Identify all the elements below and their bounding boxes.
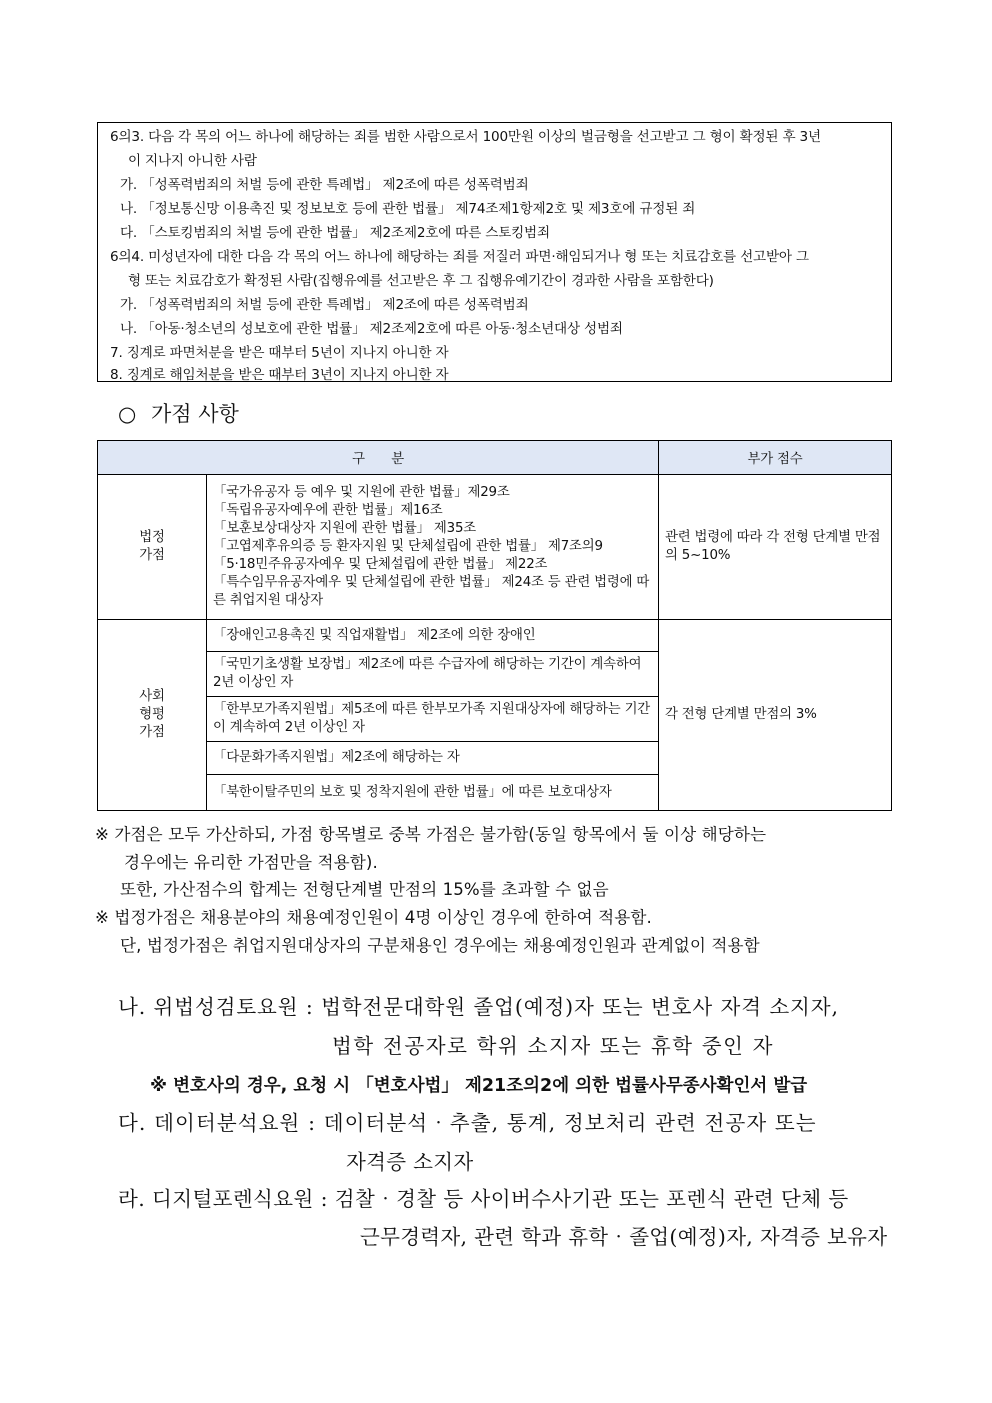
law-item: 「한부모가족지원법」제5조에 따른 한부모가족 지원대상자에 해당하는 기간이 계속하여 2년 이상인 자 xyxy=(207,697,659,742)
header-category: 구 분 xyxy=(98,441,659,475)
law-item: 「장애인고용촉진 및 직업재활법」 제2조에 의한 장애인 xyxy=(207,620,659,652)
section-heading xyxy=(118,398,239,428)
note-line: 단, 법정가점은 취업지원대상자의 구분채용인 경우에는 채용예정인원과 관계없이 적용함 xyxy=(120,936,760,955)
table-row xyxy=(98,475,892,620)
law-item: 「5‧18민주유공자예우 및 단체설립에 관한 법률」 제22조 xyxy=(213,557,548,572)
req-lawyer-line2: 법학 전공자로 학위 소지자 또는 휴학 중인 자 xyxy=(332,1034,775,1058)
law-item: 「독립유공자예우에 관한 법률」제16조 xyxy=(213,503,443,518)
disq-line: 6의3. 다음 각 목의 어느 하나에 해당하는 죄를 범한 사람으로서 100만원 이상의 벌금형을 선고받고 그 형이 확정된 후 3년 xyxy=(110,129,821,145)
note-line: 경우에는 유리한 가점만을 적용함). xyxy=(124,853,378,872)
disq-line: 다. 「스토킹범죄의 처벌 등에 관한 법률」 제2조제2호에 따른 스토킹범죄 xyxy=(120,225,550,241)
disq-line: 가. 「성폭력범죄의 처벌 등에 관한 특례법」 제2조에 따른 성폭력범죄 xyxy=(120,297,529,313)
disqualification-box xyxy=(97,122,892,382)
disq-line: 나. 「아동‧청소년의 성보호에 관한 법률」 제2조제2호에 따른 아동‧청소년대상 성범죄 xyxy=(120,321,623,337)
law-item: 「고엽제후유의증 등 환자지원 및 단체설립에 관한 법률」 제7조의9 xyxy=(213,539,603,554)
disq-line: 가. 「성폭력범죄의 처벌 등에 관한 특례법」 제2조에 따른 성폭력범죄 xyxy=(120,177,529,193)
req-lawyer-line1: 나. 위법성검토요원 : 법학전문대학원 졸업(예정)자 또는 변호사 자격 소지자, xyxy=(118,995,839,1019)
disq-line: 7. 징계로 파면처분을 받은 때부터 5년이 지나지 아니한 자 xyxy=(110,345,449,361)
section-title: 가점 사항 xyxy=(151,402,239,426)
note-line: ※ 가점은 모두 가산하되, 가점 항목별로 중복 가점은 불가함(동일 항목에서 둘 이상 해당하는 xyxy=(95,825,767,844)
disq-line: 형 또는 치료감호가 확정된 사람(집행유예를 선고받은 후 그 집행유예기간이 경과한 사람을 포함한다) xyxy=(128,273,714,289)
law-item: 「특수임무유공자예우 및 단체설립에 관한 법률」 제24조 등 관련 법령에 따른 취업지원 대상자 xyxy=(213,575,650,608)
bonus-points-table xyxy=(97,440,892,811)
req-forensic-line1: 라. 디지털포렌식요원 : 검찰‧경찰 등 사이버수사기관 또는 포렌식 관련 단체 등 xyxy=(118,1187,849,1211)
law-item: 「북한이탈주민의 보호 및 정착지원에 관한 법률」에 따른 보호대상자 xyxy=(207,775,659,811)
law-item: 「국민기초생활 보장법」제2조에 따른 수급자에 해당하는 기간이 계속하여 2년 이상인 자 xyxy=(207,652,659,697)
law-item: 「국가유공자 등 예우 및 지원에 관한 법률」제29조 xyxy=(213,485,510,500)
legal-bonus-label: 법정 가점 xyxy=(98,475,207,620)
social-bonus-label: 사회 형평 가점 xyxy=(98,620,207,811)
note-line: ※ 법정가점은 채용분야의 채용예정인원이 4명 이상인 경우에 한하여 적용함. xyxy=(95,908,652,927)
table-row xyxy=(98,620,892,652)
law-item: 「다문화가족지원법」제2조에 해당하는 자 xyxy=(207,742,659,775)
note-line: 또한, 가산점수의 합계는 전형단계별 만점의 15%를 초과할 수 없음 xyxy=(120,880,609,899)
social-points: 각 전형 단계별 만점의 3% xyxy=(659,620,892,811)
req-data-line2: 자격증 소지자 xyxy=(346,1150,474,1174)
disq-line: 6의4. 미성년자에 대한 다음 각 목의 어느 하나에 해당하는 죄를 저질러 파면‧해임되거나 형 또는 치료감호를 선고받아 그 xyxy=(110,249,809,265)
req-lawyer-note: ※ 변호사의 경우, 요청 시 「변호사법」 제21조의2에 의한 법률사무종사확인서 발급 xyxy=(150,1076,808,1096)
disq-line: 8. 징계로 해임처분을 받은 때부터 3년이 지나지 아니한 자 xyxy=(110,367,449,383)
table-header-row xyxy=(98,441,892,475)
req-data-line1: 다. 데이터분석요원 : 데이터분석‧추출, 통계, 정보처리 관련 전공자 또는 xyxy=(118,1111,817,1135)
disq-line: 이 지나지 아니한 사람 xyxy=(128,153,257,169)
law-item: 「보훈보상대상자 지원에 관한 법률」 제35조 xyxy=(213,521,477,536)
legal-points: 관련 법령에 따라 각 전형 단계별 만점의 5~10% xyxy=(659,475,892,620)
req-forensic-line2: 근무경력자, 관련 학과 휴학‧졸업(예정)자, 자격증 보유자 xyxy=(360,1225,888,1249)
circle-bullet-icon: ○ xyxy=(118,402,137,426)
legal-laws-cell xyxy=(207,475,659,620)
header-points: 부가 점수 xyxy=(659,441,892,475)
disq-line: 나. 「정보통신망 이용촉진 및 정보보호 등에 관한 법률」 제74조제1항제2호 및 제3호에 규정된 죄 xyxy=(120,201,696,217)
